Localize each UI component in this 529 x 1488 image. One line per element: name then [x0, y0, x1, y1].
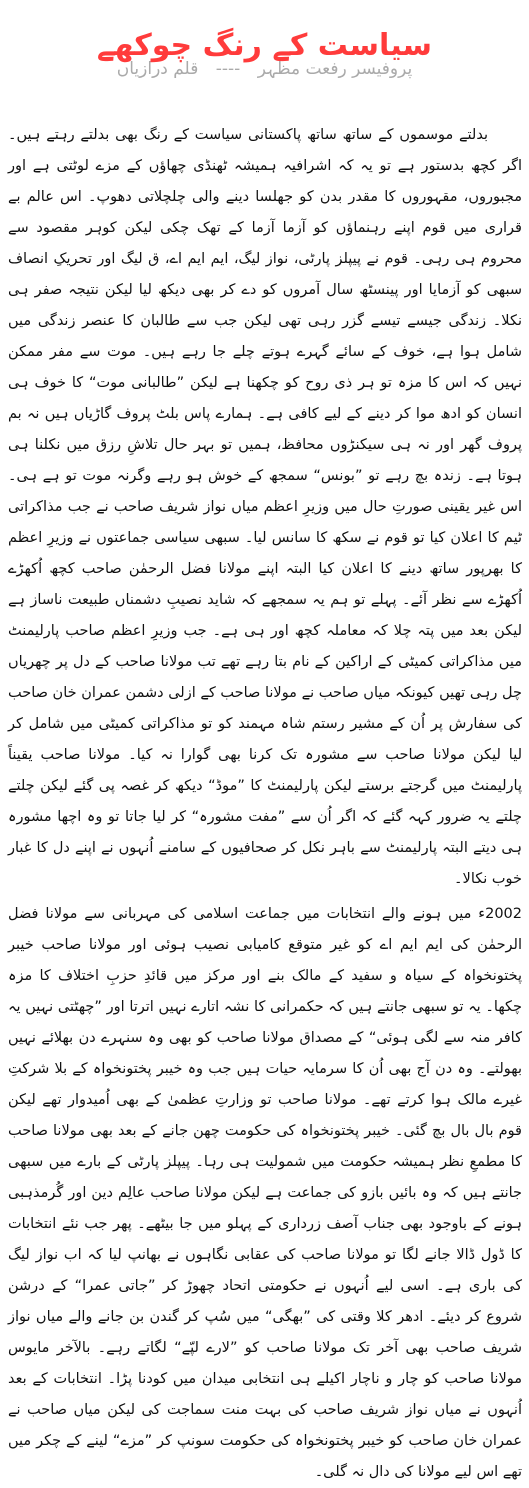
byline	[0, 56, 529, 82]
article-title: سیاست کے رنگ چوکھے	[96, 28, 433, 64]
article-body	[8, 120, 522, 1488]
article-paragraph: 2002ء میں ہونے والے انتخابات میں جماعت اسلامی کی مہربانی سے مولانا فضل الرحمٰن کی ایم ایم اے کو غیر متوقع کامیابی نصیب ہوئی اور مولانا صاحب خیبر پختونخواہ کے سیاہ و سفید کے مالک بنے اور مرکز میں قائدِ حزبِ اختلاف کا مزہ چکھا۔ یہ تو سبھی جانتے ہیں کہ حکمرانی کا نشہ اتارے نہیں اترتا اور ”چھٹتی نہیں یہ کافر منہ سے لگی ہوئی“ کے مصداق مولانا صاحب کو بھی وہ سنہرے دن بھلائے نہیں بھولتے۔ وہ دن آج بھی اُن کا سرمایہ حیات ہیں جب وہ خیبر پختونخواہ کے بلا شرکتِ غیرے مالک ہوا کرتے تھے۔ مولانا صاحب تو وزارتِ عظمیٰ کے بھی اُمیدوار تھے لیکن قوم بال بال بچ گئی۔ خیبر پختونخواہ کی حکومت چھن جانے کے بعد بھی مولانا صاحب کا مطمعِ نظر ہمیشہ حکومت میں شمولیت ہی رہا۔ پیپلز پارٹی کے بارے میں سبھی جانتے ہیں کہ وہ بائیں بازو کی جماعت ہے لیکن مولانا صاحب عالِم دین اور گُرمذہبی ہونے کے باوجود بھی جناب آصف زرداری کے پہلو میں جا بیٹھے۔ پھر جب نئے انتخابات کا ڈول ڈالا جانے لگا تو مولانا صاحب کی عقابی نگاہوں نے بھانپ لیا کہ اب نواز لیگ کی باری ہے۔ اسی لیے اُنہوں نے حکومتی اتحاد چھوڑ کر ”جاتی عمرا“ کے درشن شروع کر دیئے۔ ادھر کلا وقتی کی ”بھگی“ میں سُپ کر گندن بن جانے والے میاں نواز شریف صاحب بھی آخر تک مولانا صاحب کو ”لارے لپّے“ لگاتے رہے۔ بالآخر مایوس مولانا صاحب کو چار و ناچار اکیلے ہی انتخابی میدان میں کودنا پڑا۔ انتخابات کے بعد اُنہوں نے میاں نواز شریف صاحب کی بہت منت سماجت کی لیکن میاں صاحب نے عمران خان صاحب کو خیبر پختونخواہ کی حکومت سونپ کر ”مزے“ لینے کے چکر میں تھے اس لیے مولانا کی دال نہ گلی۔	[8, 906, 522, 1480]
byline-separator: ----	[215, 59, 241, 79]
author-name: پروفیسر رفعت مظہر	[257, 59, 413, 79]
article-paragraph: بدلتے موسموں کے ساتھ ساتھ پاکستانی سیاست کے رنگ بھی بدلتے رہتے ہیں۔ اگر کچھ بدستور ہے تو یہ کہ اشرافیہ ہمیشہ ٹھنڈی چھاؤں کے مزے لوٹتی ہے اور مجبوروں، مقہوروں کا مقدر بدن کو جھلسا دینے والی چلچلاتی دھوپ۔ اس عالم بے قراری میں قوم اپنے رہنماؤں کو آزما آزما کے تھک چکی لیکن کوہر مقصود سے محروم ہی رہی۔ قوم نے پیپلز پارٹی، نواز لیگ، ایم ایم اے، ق لیگ اور تحریکِ انصاف سبھی کو آزمایا اور پینسٹھ سال آمروں کو دے کر بھی دیکھ لیا لیکن نتیجہ صفر ہی نکلا۔ زندگی جیسے تیسے گزر رہی تھی لیکن جب سے طالبان کا عنصر زندگی میں شامل ہوا ہے، خوف کے سائے گہرے ہوتے چلے جا رہے ہیں۔ موت سے مفر ممکن نہیں کہ اس کا مزہ تو ہر ذی روح کو چکھنا ہے لیکن ”طالبانی موت“ کا خوف ہی انسان کو ادھ موا کر دینے کے لیے کافی ہے۔ ہمارے پاس بلٹ پروف گاڑیاں ہیں نہ بم پروف گھر اور نہ ہی سیکنڑوں محافظ، ہمیں تو بہر حال تلاشِ رزق میں نکلنا ہی ہوتا ہے۔ زندہ بچ رہے تو ”بونس“ سمجھ کے خوش ہو رہے وگرنہ موت تو ہے ہی۔ اس غیر یقینی صورتِ حال میں وزیرِ اعظم میاں نواز شریف صاحب نے جب مذاکراتی ٹیم کا اعلان کیا تو قوم نے سکھ کا سانس لیا۔ سبھی سیاسی جماعتوں نے وزیرِ اعظم کا بھرپور ساتھ دینے کا اعلان کیا البتہ اپنے مولانا فضل الرحمٰن صاحب کچھ اُکھڑے اُکھڑے سے نظر آئے۔ پہلے تو ہم یہ سمجھے کہ شاید نصیبِ دشمناں طبیعت ناساز ہے لیکن بعد میں پتہ چلا کہ معاملہ کچھ اور ہی ہے۔ جب وزیرِ اعظم صاحب پارلیمنٹ میں مذاکراتی کمیٹی کے اراکین کے نام بتا رہے تھے تب مولانا صاحب کے دل پر چھریاں چل رہی تھیں کیونکہ میاں صاحب نے مولانا صاحب کے ازلی دشمن عمران خان صاحب کی سفارش پر اُن کے مشیر رستم شاہ مہمند کو تو مذاکراتی کمیٹی میں شامل کر لیا لیکن مولانا صاحب سے مشورہ تک کرنا بھی گوارا نہ کیا۔ مولانا صاحب یقیناً پارلیمنٹ میں گرجتے برستے لیکن پارلیمنٹ کا ”موڈ“ دیکھ کر غصہ پی گئے لیکن چلتے چلتے یہ ضرور کہہ گئے کہ اگر اُن سے ”مفت مشورہ“ کر لیا جاتا تو وہ اچھا مشورہ ہی دیتے البتہ پارلیمنٹ سے باہر نکل کر صحافیوں کے سامنے اُنہوں نے اپنے دل کا غبار خوب نکالا۔	[8, 127, 522, 887]
column-name: قلم درازیاں	[116, 59, 199, 79]
